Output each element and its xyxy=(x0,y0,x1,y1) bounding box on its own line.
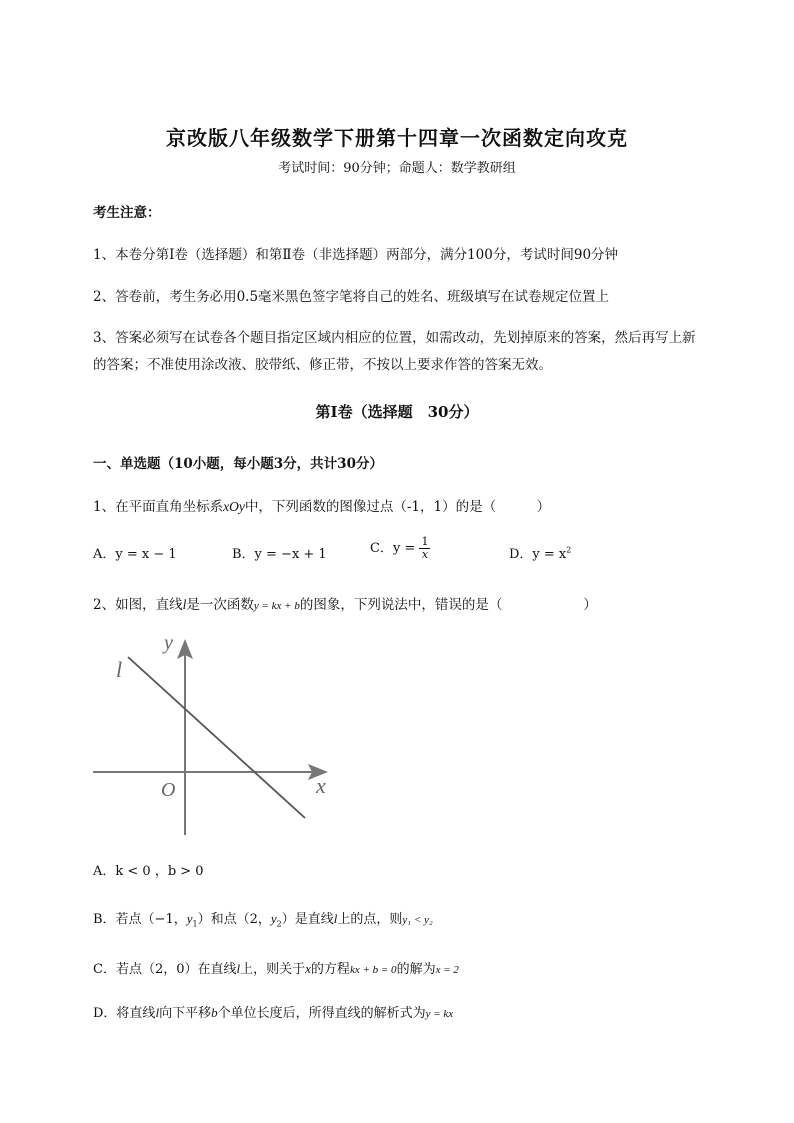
section-title: 第Ⅰ卷（选择题 30分） xyxy=(315,403,479,421)
q2-option-c-text-c: 的方程 xyxy=(310,962,350,977)
q1-option-d-text: D．y = x xyxy=(509,547,567,562)
notice-item-3-line-1: 3、答案必须写在试卷各个题目指定区域内相应的位置，如需改动，先划掉原来的答案，然后再写上新 xyxy=(93,330,696,346)
q2-stem-equation: y = kx + b xyxy=(253,600,300,612)
q2-option-b-sub1: 1 xyxy=(192,919,198,929)
q1-option-d-exponent: 2 xyxy=(566,545,572,555)
q1-option-c-prefix: C．y = xyxy=(370,541,416,556)
q2-option-c-var-x: x xyxy=(305,961,311,976)
q2-option-b-y2: y xyxy=(270,911,277,926)
question-2-stem xyxy=(93,593,597,613)
q1-stem-text-b: 中，下列函数的图像过点（-1，1）的是（ ） xyxy=(244,499,551,515)
page-title: 京改版八年级数学下册第十四章一次函数定向攻克 xyxy=(166,126,628,150)
q2-option-c-text-a: C．若点（2，0）在直线 xyxy=(93,962,237,977)
q2-option-d-text-c: 个单位长度后，所得直线的解析式为 xyxy=(217,1006,426,1021)
fraction-denominator: x xyxy=(421,548,429,561)
q2-stem-text-a: 2、如图，直线 xyxy=(93,597,183,613)
q2-option-b-text-a: B．若点（−1， xyxy=(93,912,187,927)
exam-info: 考试时间：90分钟；命题人：数学教研组 xyxy=(278,161,516,176)
q2-option-b-line-l: l xyxy=(333,911,338,926)
part-heading: 一、单选题（10小题，每小题3分，共计30分） xyxy=(93,456,383,472)
line-l xyxy=(128,657,305,818)
fraction-numerator: 1 xyxy=(421,535,429,548)
q2-figure-graph xyxy=(88,625,348,855)
q2-option-c-text-d: 的解为 xyxy=(396,962,436,977)
q2-option-c-line-l: l xyxy=(236,961,241,976)
q1-option-a: A．y = x − 1 xyxy=(93,547,177,562)
q2-option-a: A．k < 0 ，b > 0 xyxy=(93,864,204,879)
q1-option-c-fraction xyxy=(419,536,430,561)
q2-option-c xyxy=(93,958,459,977)
q1-option-d xyxy=(509,543,571,562)
line-l-label: l xyxy=(116,657,123,682)
q2-option-b-text-d: 上的点，则 xyxy=(337,912,403,927)
q2-option-c-text-b: 上，则关于 xyxy=(240,962,306,977)
notice-item-1: 1、本卷分第Ⅰ卷（选择题）和第Ⅱ卷（非选择题）两部分，满分100分，考试时间90分钟 xyxy=(93,247,619,263)
q2-option-d-equation: y = kx xyxy=(425,1008,454,1020)
notice-heading: 考生注意： xyxy=(93,205,161,221)
y-axis-label: y xyxy=(164,632,173,654)
q2-option-d-var-b: b xyxy=(211,1005,218,1020)
notice-item-2: 2、答卷前，考生务必用0.5毫米黑色签字笔将自己的姓名、班级填写在试卷规定位置上 xyxy=(93,289,610,305)
q2-option-d xyxy=(93,1002,453,1021)
q2-option-b-text-c: ）是直线 xyxy=(281,912,334,927)
q2-stem-line-l: l xyxy=(182,597,187,612)
q1-option-c xyxy=(370,536,430,561)
origin-label: O xyxy=(161,779,176,801)
notice-item-3-line-2: 的答案；不准使用涂改液、胶带纸、修正带，不按以上要求作答的答案无效。 xyxy=(93,357,552,373)
q2-option-b-y1: y xyxy=(186,911,193,926)
q2-option-c-solution: x = 2 xyxy=(435,964,459,976)
q1-stem-text-a: 1、在平面直角坐标系 xyxy=(93,499,224,515)
q2-option-b-text-b: ）和点（2， xyxy=(197,912,271,927)
q2-option-b-inequality: y₁ < y₂ xyxy=(402,914,433,926)
q1-stem-var: xOy xyxy=(223,499,245,514)
q2-option-b xyxy=(93,908,433,929)
x-axis-label: x xyxy=(316,773,326,798)
q2-stem-text-b: 是一次函数 xyxy=(186,597,254,613)
question-1-stem xyxy=(93,495,550,515)
q2-option-b-sub2: 2 xyxy=(276,919,282,929)
q1-option-b: B．y = −x + 1 xyxy=(232,547,327,562)
q2-stem-text-c: 的图象，下列说法中，错误的是（ ） xyxy=(299,597,597,613)
q2-option-d-text-a: D．将直线 xyxy=(93,1006,156,1021)
q2-option-d-text-b: 向下平移 xyxy=(159,1006,212,1021)
q2-option-d-line-l: l xyxy=(155,1005,160,1020)
q2-option-c-equation: kx + b = 0 xyxy=(349,964,397,976)
